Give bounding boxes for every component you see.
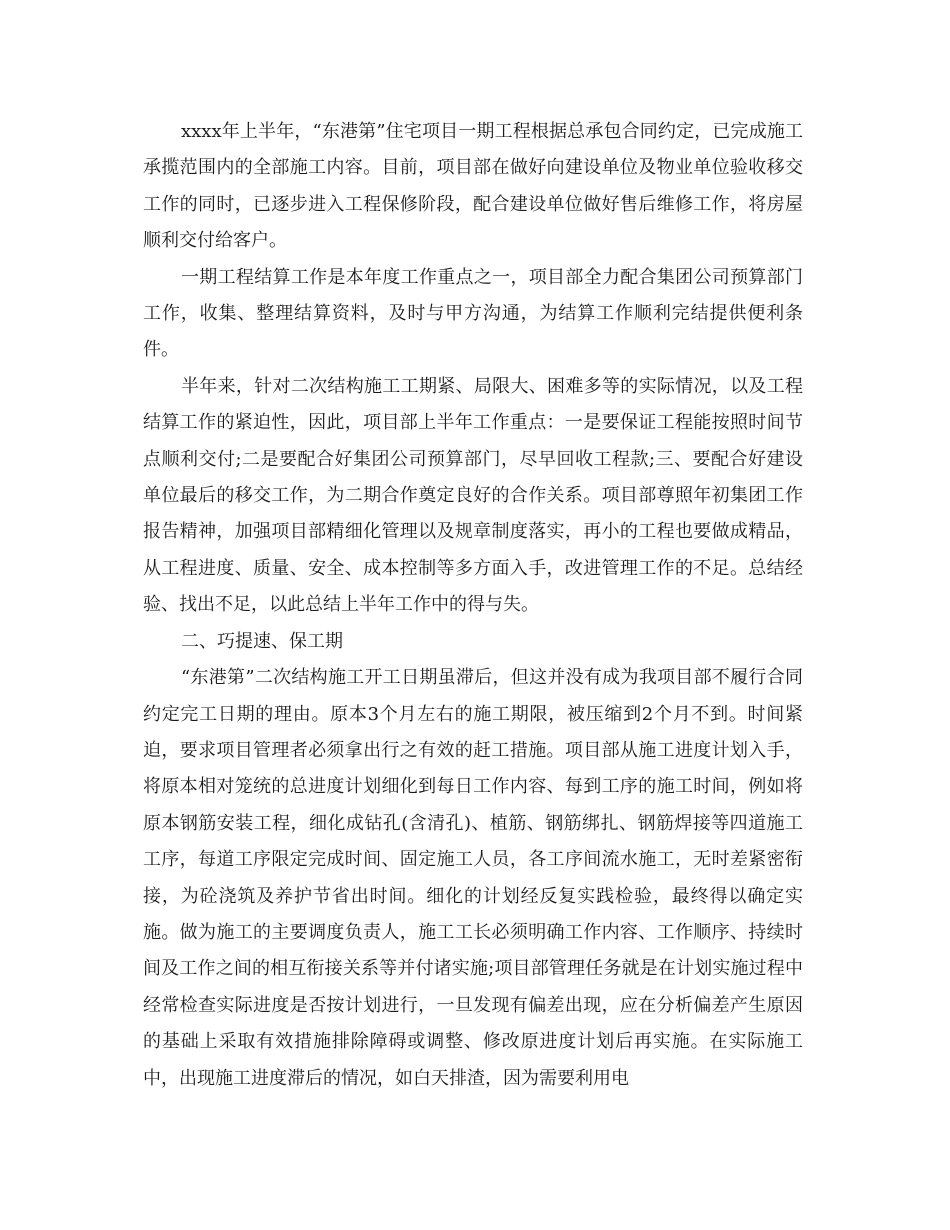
paragraph-schedule: “东港第”二次结构施工开工日期虽滞后，但这并没有成为我项目部不履行合同约定完工日期的理由。原本3个月左右的施工期限，被压缩到2个月不到。时间紧迫，要求项目管理者必须拿出行之有效的赶工措施。项目部从施工进度计划入手，将原本相对笼统的总进度计划细化到每日工作内容、每到工序的施工时间，例如将原本钢筋安装工程，细化成钻孔(含清孔)、植筋、钢筋绑扎、钢筋焊接等四道施工工序，每道工序限定完成时间、固定施工人员，各工序间流水施工，无时差紧密衔接，为砼浇筑及养护节省出时间。细化的计划经反复实践检验，最终得以确定实施。做为施工的主要调度负责人，施工工长必须明确工作内容、工作顺序、持续时间及工作之间的相互衔接关系等并付诸实施;项目部管理任务就是在计划实施过程中经常检查实际进度是否按计划进行，一旦发现有偏差出现，应在分析偏差产生原因的基础上采取有效措施排除障碍或调整、修改原进度计划后再实施。在实际施工中，出现施工进度滞后的情况，如白天排渣，因为需要利用电 — [143, 667, 803, 1089]
paragraph-intro: xxxx年上半年，“东港第”住宅项目一期工程根据总承包合同约定，已完成施工承揽范围内的全部施工内容。目前，项目部在做好向建设单位及物业单位验收移交工作的同时，已逐步进入工程保修阶段，配合建设单位做好售后维修工作，将房屋顺利交付给客户。 — [143, 121, 803, 252]
document-body — [143, 114, 803, 1097]
section-heading: 二、巧提速、保工期 — [181, 630, 343, 652]
paragraph-settlement: 一期工程结算工作是本年度工作重点之一，项目部全力配合集团公司预算部门工作，收集、整理结算资料，及时与甲方沟通，为结算工作顺利完结提供便利条件。 — [143, 266, 803, 361]
paragraph-half-year-focus: 半年来，针对二次结构施工工期紧、局限大、困难多等的实际情况，以及工程结算工作的紧迫性，因此，项目部上半年工作重点：一是要保证工程能按照时间节点顺利交付;二是要配合好集团公司预算部门，尽早回收工程款;三、要配合好建设单位最后的移交工作，为二期合作奠定良好的合作关系。项目部尊照年初集团工作报告精神，加强项目部精细化管理以及规章制度落实，再小的工程也要做成精品，从工程进度、质量、安全、成本控制等多方面入手，改进管理工作的不足。总结经验、找出不足，以此总结上半年工作中的得与失。 — [143, 375, 803, 616]
